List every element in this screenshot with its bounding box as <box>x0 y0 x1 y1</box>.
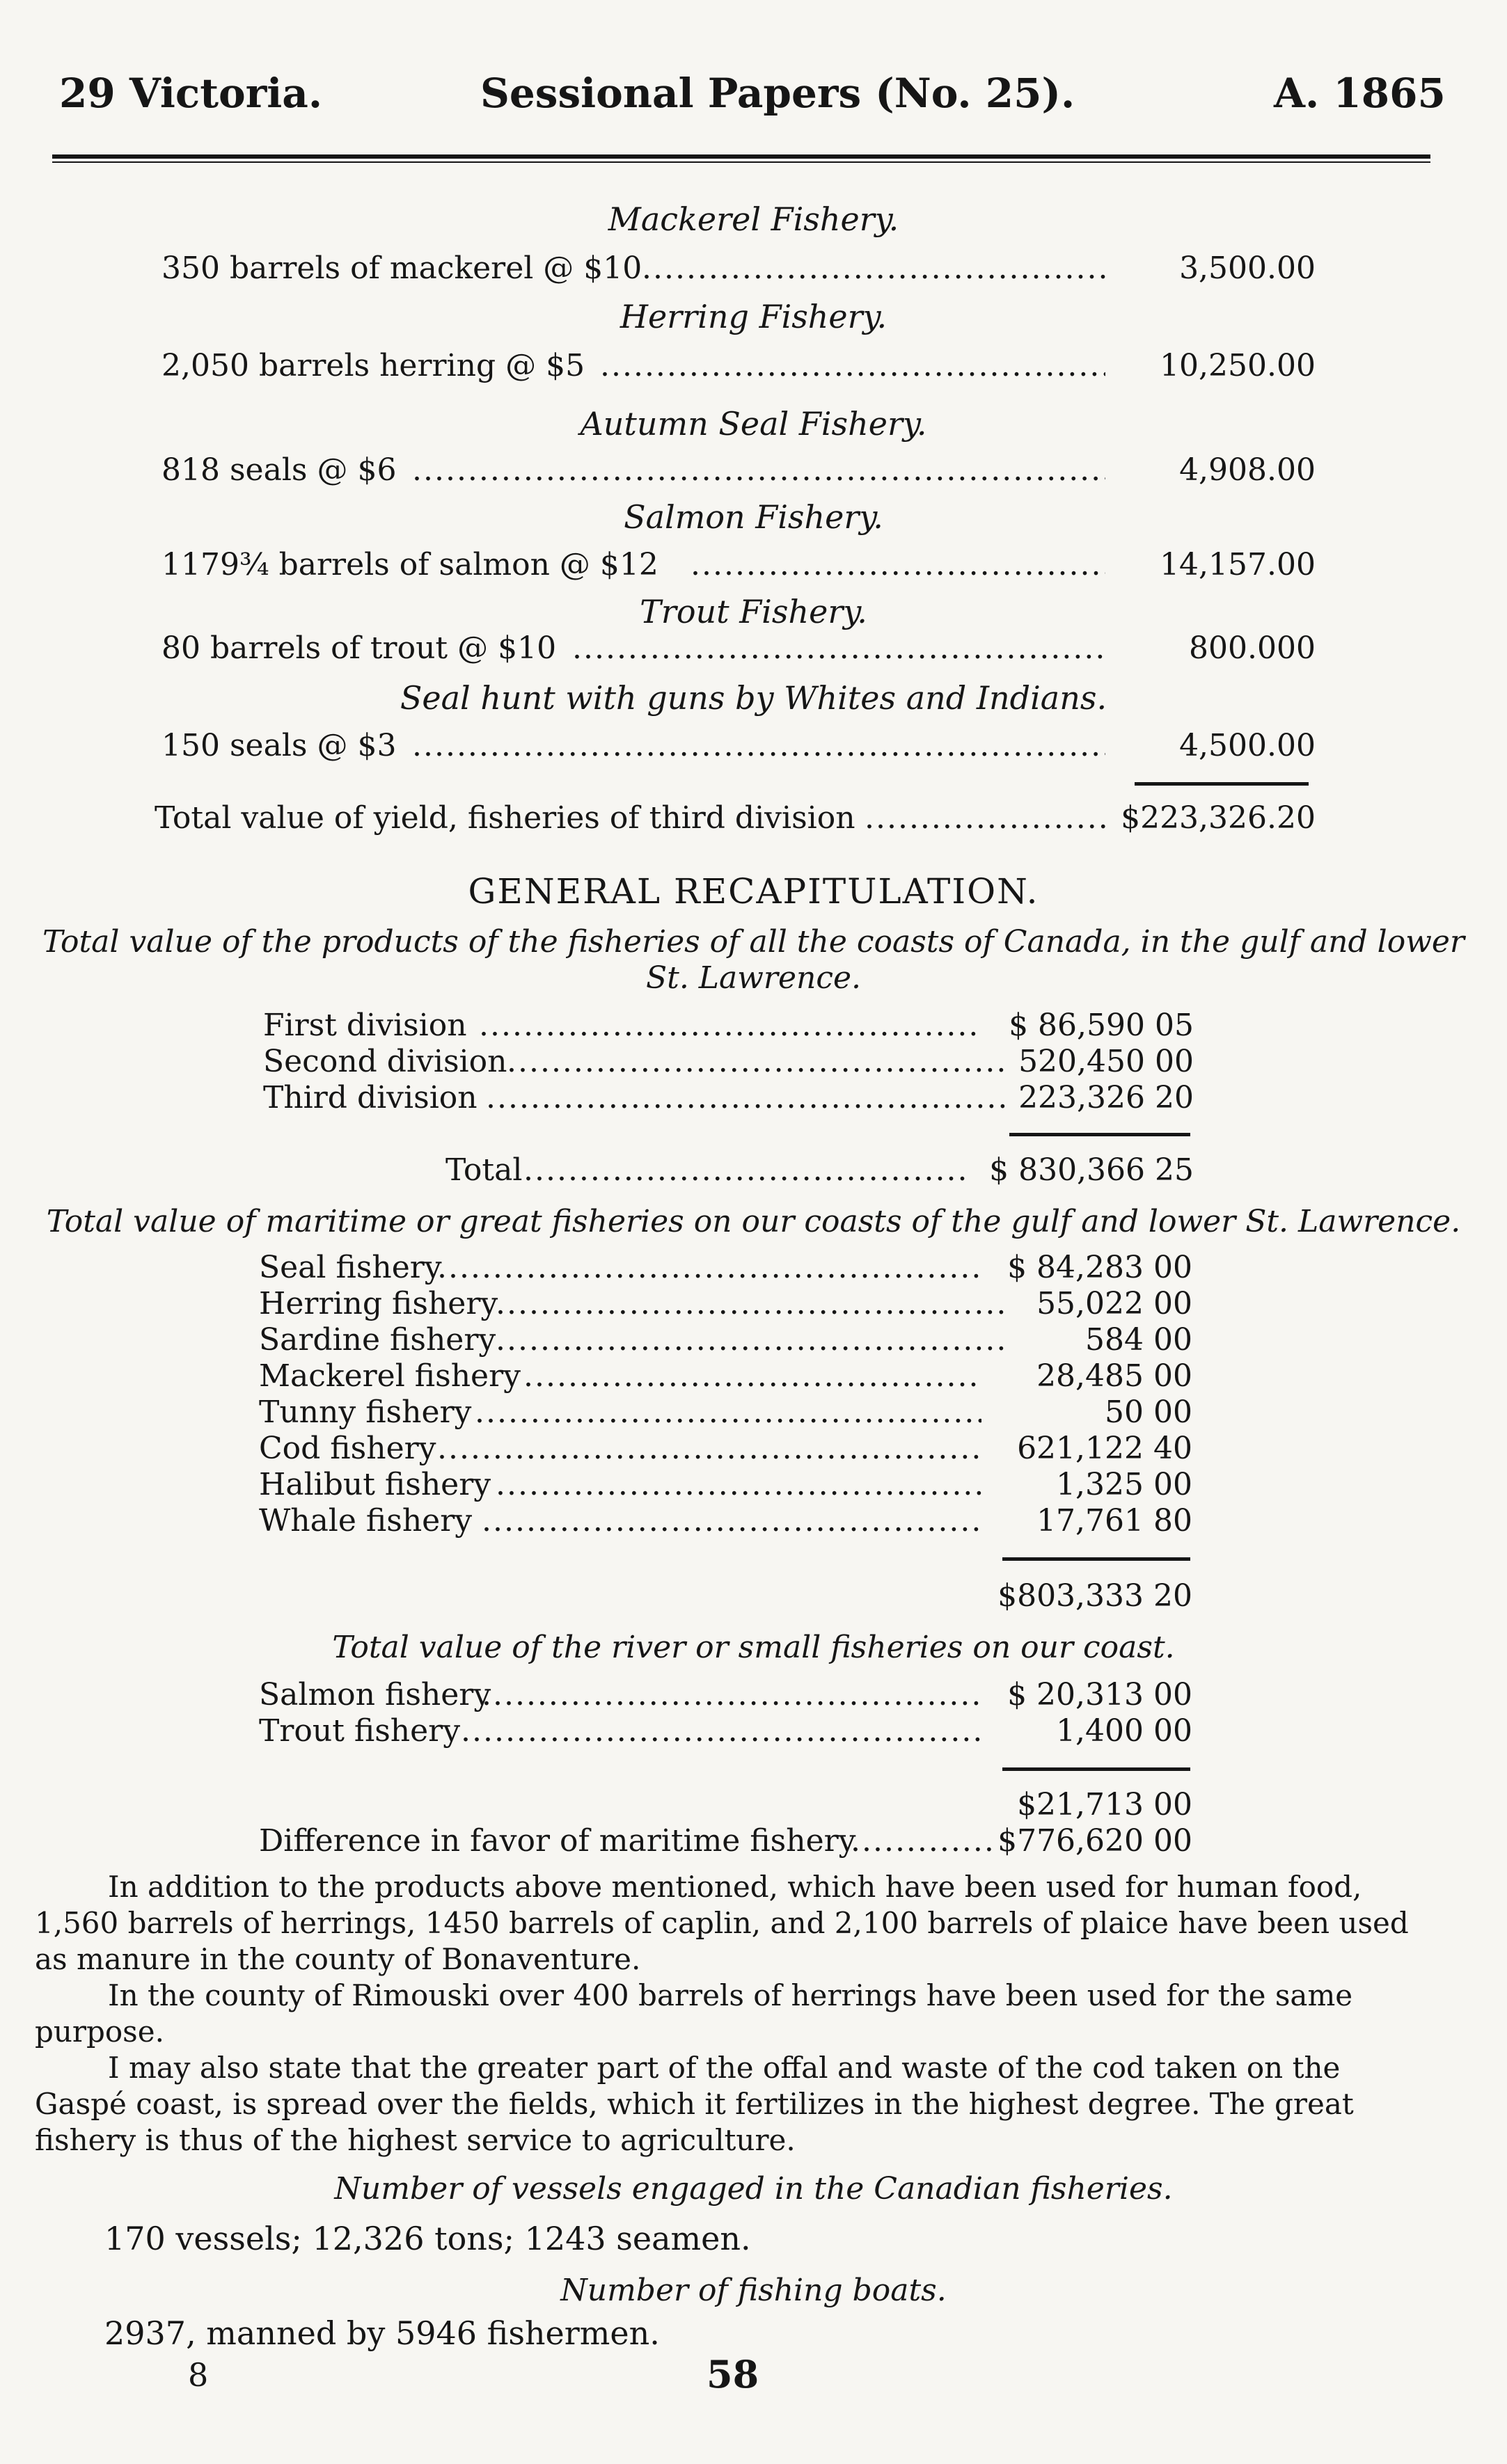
item-label: 818 seals @ $6 <box>161 452 397 488</box>
item-amount: 3,500.00 <box>1179 251 1316 286</box>
section-heading: Trout Fishery. <box>640 593 867 630</box>
item-label: 150 seals @ $3 <box>161 728 397 763</box>
fishery-label: Salmon fishery <box>259 1677 491 1712</box>
leader-dots <box>507 1044 1009 1079</box>
page-number: 58 <box>707 2352 759 2397</box>
item-label: 350 barrels of mackerel @ $10 <box>161 251 642 286</box>
leader-dots <box>437 1250 981 1285</box>
leader-dots <box>475 1394 981 1430</box>
vessels-title: Number of vessels engaged in the Canadian fisheries. <box>334 2171 1173 2207</box>
fishery-label: Trout fishery <box>259 1713 461 1749</box>
river-title: Total value of the river or small fisheries on our coast. <box>332 1630 1175 1665</box>
item-label: 80 barrels of trout @ $10 <box>161 630 557 666</box>
leader-dots <box>600 348 1105 383</box>
fishery-amount: 1,325 00 <box>1056 1467 1192 1502</box>
header-rule <box>52 154 1430 159</box>
sum-rule <box>1002 1557 1190 1561</box>
paragraph: In the county of Rimouski over 400 barrels of herrings have been used for the same purpose. <box>35 1978 1353 2049</box>
fishery-amount: 621,122 40 <box>1017 1431 1192 1466</box>
fishery-amount: $ 20,313 00 <box>1007 1677 1192 1712</box>
division-amount: $ 86,590 05 <box>1009 1008 1194 1043</box>
fishery-amount: 1,400 00 <box>1056 1713 1192 1749</box>
section-heading: Herring Fishery. <box>620 298 887 335</box>
fishery-amount: 28,485 00 <box>1036 1358 1192 1394</box>
leader-dots <box>642 251 1105 286</box>
leader-dots <box>851 1823 995 1859</box>
item-amount: 800.000 <box>1189 630 1316 666</box>
river-total-amount: $21,713 00 <box>1017 1787 1192 1822</box>
leader-dots <box>496 1322 1009 1358</box>
fishery-label: Cod fishery <box>259 1431 436 1466</box>
sum-rule <box>1009 1133 1190 1136</box>
leader-dots <box>437 1431 981 1466</box>
leader-dots <box>461 1713 981 1749</box>
leader-dots <box>572 630 1105 666</box>
division-label: Third division <box>263 1080 478 1115</box>
fishery-amount: 55,022 00 <box>1036 1286 1192 1321</box>
leader-dots <box>496 1286 1009 1321</box>
fishery-label: Whale fishery <box>259 1503 473 1539</box>
leader-dots <box>482 1503 981 1539</box>
fishery-amount: 584 00 <box>1085 1322 1192 1358</box>
paragraph: I may also state that the greater part of the offal and waste of the cod taken on the Gaspé coast, is spread over the fields, which it fertilizes in the highest degree. The great fishery is thus of the highest service to agriculture. <box>35 2051 1354 2157</box>
item-amount: 14,157.00 <box>1160 547 1316 582</box>
header-session: 29 Victoria. <box>59 70 323 117</box>
item-label: 2,050 barrels herring @ $5 <box>161 348 585 383</box>
header-rule-thin <box>52 161 1430 163</box>
header-year: A. 1865 <box>1274 70 1446 117</box>
recap-heading: GENERAL RECAPITULATION. <box>468 871 1039 912</box>
leader-dots <box>482 1677 981 1712</box>
boats-title: Number of fishing boats. <box>560 2273 947 2308</box>
difference-amount: $776,620 00 <box>997 1823 1192 1859</box>
sum-rule <box>1002 1767 1190 1771</box>
recap-subtitle: Total value of the products of the fisheries of all the coasts of Canada, in the gulf and lower <box>42 924 1465 960</box>
item-amount: 4,500.00 <box>1179 728 1316 763</box>
leader-dots <box>523 1358 981 1394</box>
fishery-label: Seal fishery <box>259 1250 442 1285</box>
leader-dots <box>412 728 1105 763</box>
leader-dots <box>691 547 1105 582</box>
division-amount: 223,326 20 <box>1018 1080 1194 1115</box>
fishery-label: Mackerel fishery <box>259 1358 521 1394</box>
signature-mark: 8 <box>188 2356 209 2394</box>
leader-dots <box>412 452 1105 488</box>
difference-label: Difference in favor of maritime fishery <box>259 1823 856 1859</box>
third-division-total-amount: $223,326.20 <box>1121 800 1316 836</box>
division-label: Second division <box>263 1044 507 1079</box>
paragraph: In addition to the products above mentioned, which have been used for human food, 1,560 barrels of herrings, 1450 barrels of caplin, and 2,100 barrels of plaice have been used as manure in the county of Bonaventure. <box>35 1870 1409 1976</box>
section-heading: Seal hunt with guns by Whites and Indians. <box>400 679 1107 717</box>
maritime-title: Total value of maritime or great fisheries on our coasts of the gulf and lower St. Lawrence. <box>46 1204 1461 1239</box>
leader-dots <box>523 1152 968 1188</box>
leader-dots <box>496 1467 981 1502</box>
division-label: First division <box>263 1008 467 1043</box>
leader-dots <box>865 800 1105 836</box>
recap-total-amount: $ 830,366 25 <box>989 1152 1194 1188</box>
division-amount: 520,450 00 <box>1018 1044 1194 1079</box>
maritime-total-amount: $803,333 20 <box>997 1578 1192 1614</box>
fishery-label: Sardine fishery <box>259 1322 496 1358</box>
recap-total-label: Total <box>445 1152 523 1188</box>
leader-dots <box>486 1080 1009 1115</box>
section-heading: Autumn Seal Fishery. <box>580 405 927 443</box>
boats-text: 2937, manned by 5946 fishermen. <box>104 2314 660 2352</box>
item-amount: 10,250.00 <box>1160 348 1316 383</box>
section-heading: Mackerel Fishery. <box>608 200 899 238</box>
fishery-label: Halibut fishery <box>259 1467 491 1502</box>
item-amount: 4,908.00 <box>1179 452 1316 488</box>
third-division-total-label: Total value of yield, fisheries of third division <box>155 800 855 836</box>
fishery-label: Tunny fishery <box>259 1394 472 1430</box>
fishery-label: Herring fishery <box>259 1286 498 1321</box>
recap-subtitle-cont: St. Lawrence. <box>646 960 861 996</box>
sum-rule <box>1135 782 1309 786</box>
leader-dots <box>479 1008 981 1043</box>
fishery-amount: $ 84,283 00 <box>1007 1250 1192 1285</box>
vessels-text: 170 vessels; 12,326 tons; 1243 seamen. <box>104 2220 751 2257</box>
fishery-amount: 17,761 80 <box>1036 1503 1192 1539</box>
header-title: Sessional Papers (No. 25). <box>480 70 1075 117</box>
fishery-amount: 50 00 <box>1105 1394 1192 1430</box>
item-label: 1179¾ barrels of salmon @ $12 <box>161 547 658 582</box>
section-heading: Salmon Fishery. <box>624 498 883 536</box>
